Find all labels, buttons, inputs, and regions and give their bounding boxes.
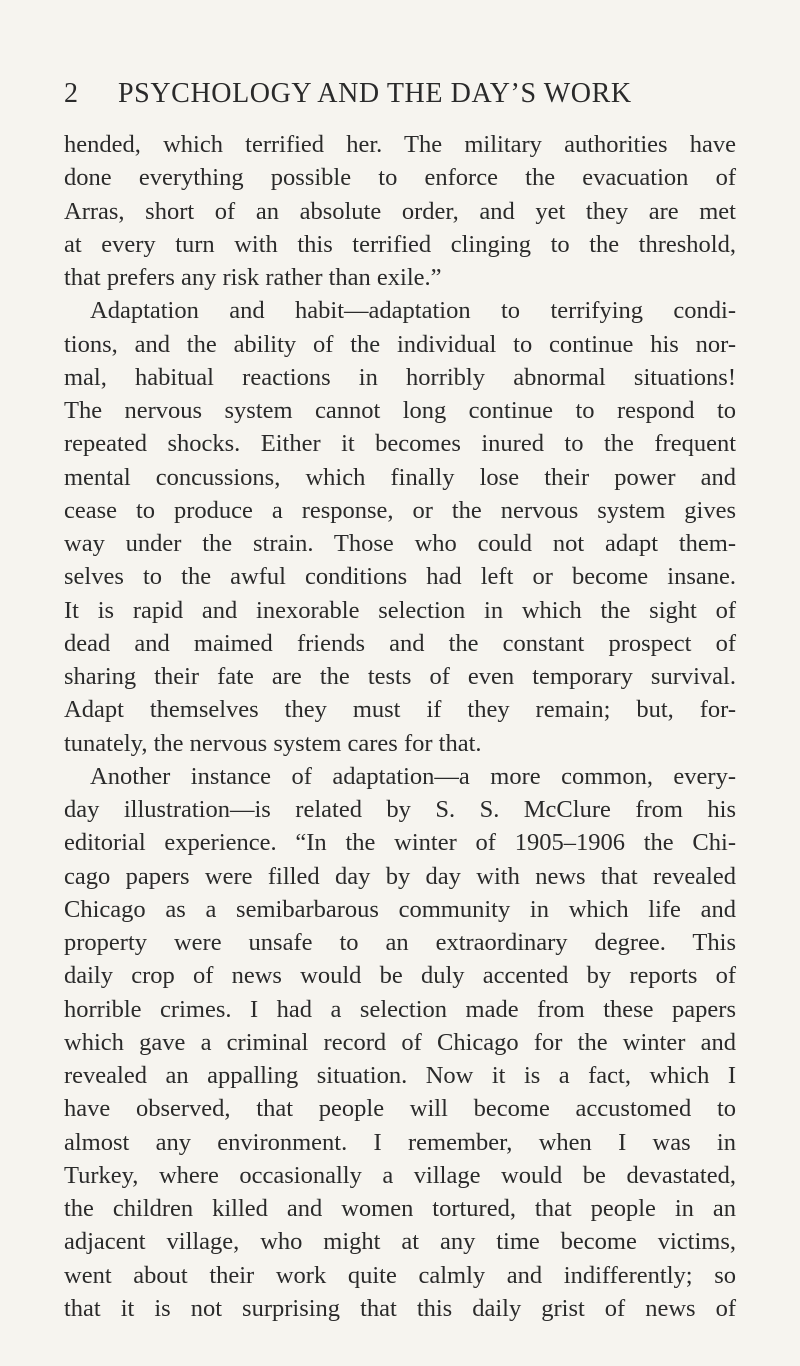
text-line: mental concussions, which finally lose their power and	[64, 463, 736, 491]
text-line: editorial experience. “In the winter of 1905–1906 the Chi-	[64, 829, 736, 857]
text-line: Chicago as a semibarbarous community in which life and	[64, 895, 736, 923]
text-line: Turkey, where occasionally a village would be devastated,	[64, 1161, 736, 1189]
text-line: that it is not surprising that this daily grist of news of	[64, 1294, 736, 1322]
text-line: tunately, the nervous system cares for that.	[64, 729, 482, 757]
text-line: which gave a criminal record of Chicago for the winter and	[64, 1028, 736, 1056]
text-line: went about their work quite calmly and indifferently; so	[64, 1261, 736, 1289]
text-line: property were unsafe to an extraordinary degree. This	[64, 929, 736, 956]
text-line: Arras, short of an absolute order, and yet they are met	[64, 197, 736, 225]
text-line: daily crop of news would be duly accented by reports of	[64, 962, 736, 990]
text-line: done everything possible to enforce the evacuation of	[64, 164, 736, 192]
text-line: mal, habitual reactions in horribly abnormal situations!	[64, 363, 736, 391]
text-line: dead and maimed friends and the constant prospect of	[64, 629, 736, 657]
text-line: day illustration—is related by S. S. McClure from his	[64, 796, 736, 823]
text-line: cease to produce a response, or the nervous system gives	[64, 496, 736, 524]
text-line: way under the strain. Those who could not adapt them-	[64, 530, 736, 557]
text-line: tions, and the ability of the individual to continue his nor-	[64, 330, 736, 358]
text-line: Another instance of adaptation—a more common, every-	[90, 762, 736, 790]
text-line: hended, which terrified her. The military authorities have	[64, 131, 736, 158]
running-head	[64, 78, 672, 118]
text-line: revealed an appalling situation. Now it is a fact, which I	[64, 1062, 736, 1089]
text-line: almost any environment. I remember, when I was in	[64, 1128, 736, 1156]
text-line: cago papers were filled day by day with news that revealed	[64, 862, 736, 890]
text-line: sharing their fate are the tests of even temporary survival.	[64, 663, 736, 690]
text-line: have observed, that people will become accustomed to	[64, 1095, 736, 1123]
text-line: that prefers any risk rather than exile.”	[64, 264, 442, 291]
text-line: selves to the awful conditions had left or become insane.	[64, 563, 736, 591]
text-line: horrible crimes. I had a selection made from these papers	[64, 995, 736, 1023]
running-title: PSYCHOLOGY AND THE DAY’S WORK	[118, 78, 632, 109]
text-line: adjacent village, who might at any time become victims,	[64, 1228, 736, 1256]
page-number: 2	[64, 78, 79, 109]
text-line: It is rapid and inexorable selection in which the sight of	[64, 596, 736, 624]
text-line: at every turn with this terrified clinging to the threshold,	[64, 230, 736, 258]
text-line: Adaptation and habit—adaptation to terrifying condi-	[90, 297, 736, 325]
body-text	[64, 128, 736, 1325]
text-line: repeated shocks. Either it becomes inured to the frequent	[64, 430, 736, 458]
text-line: Adapt themselves they must if they remain; but, for-	[64, 696, 736, 724]
text-line: the children killed and women tortured, that people in an	[64, 1195, 736, 1222]
text-line: The nervous system cannot long continue to respond to	[64, 397, 736, 424]
